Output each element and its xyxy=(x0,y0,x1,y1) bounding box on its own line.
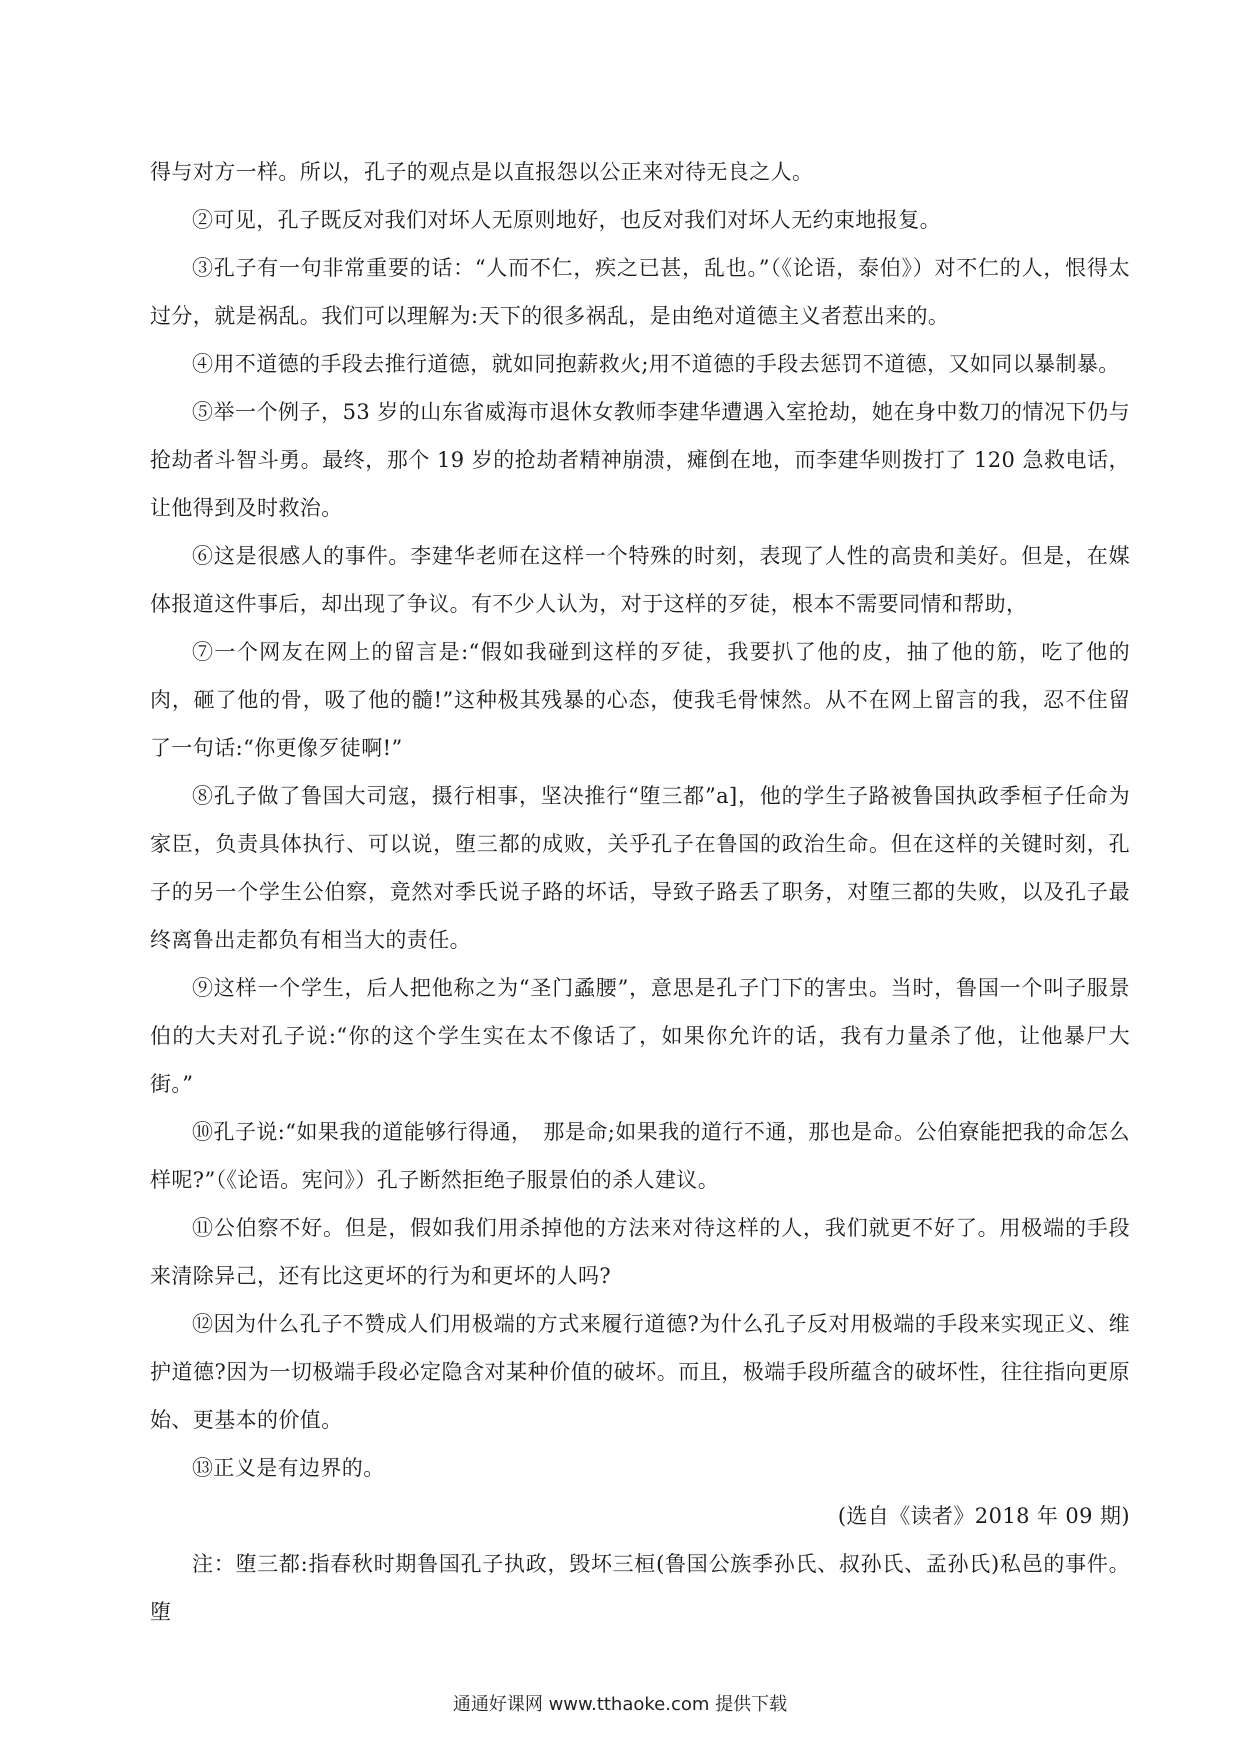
paragraph-9: ⑨这样一个学生，后人把他称之为“圣门蟊腰”，意思是孔子门下的害虫。当时，鲁国一个叫子服景伯的大夫对孔子说:“你的这个学生实在太不像话了，如果你允许的话，我有力量杀了他，让他暴尸大街。” xyxy=(150,976,1130,1096)
paragraph-5: ⑤举一个例子，53 岁的山东省威海市退休女教师李建华遭遇入室抢劫，她在身中数刀的情况下仍与抢劫者斗智斗勇。最终，那个 19 岁的抢劫者精神崩溃，瘫倒在地，而李建华则拨打了 120 急救电话，让他得到及时救治。 xyxy=(150,400,1130,520)
paragraph-4: ④用不道德的手段去推行道德，就如同抱薪救火;用不道德的手段去惩罚不道德，又如同以暴制暴。 xyxy=(192,352,1120,376)
paragraph-13: ⑬正义是有边界的。 xyxy=(192,1456,385,1480)
paragraph-continuation: 得与对方一样。所以，孔子的观点是以直报怨以公正来对待无良之人。 xyxy=(150,160,814,184)
footnote: 注：堕三都:指春秋时期鲁国孔子执政，毁坏三桓(鲁国公族季孙氏、叔孙氏、孟孙氏)私邑的事件。堕 xyxy=(150,1552,1130,1624)
paragraph-10: ⑩孔子说:“如果我的道能够行得通， 那是命;如果我的道行不通，那也是命。公伯寮能把我的命怎么样呢?”（《论语。宪问》）孔子断然拒绝子服景伯的杀人建议。 xyxy=(150,1120,1130,1192)
paragraph-11: ⑪公伯察不好。但是，假如我们用杀掉他的方法来对待这样的人，我们就更不好了。用极端的手段来清除异己，还有比这更坏的行为和更坏的人吗? xyxy=(150,1216,1130,1288)
source-citation: (选自《读者》2018 年 09 期) xyxy=(837,1504,1130,1528)
page-footer: 通通好课网 www.tthaoke.com 提供下载 xyxy=(452,1694,788,1715)
paragraph-6: ⑥这是很感人的事件。李建华老师在这样一个特殊的时刻，表现了人性的高贵和美好。但是，在媒体报道这件事后，却出现了争议。有不少人认为，对于这样的歹徒，根本不需要同情和帮助， xyxy=(150,544,1130,616)
document-body xyxy=(150,148,1130,1636)
paragraph-3: ③孔子有一句非常重要的话：“人而不仁，疾之已甚，乱也。”（《论语，泰伯》）对不仁的人，恨得太过分，就是祸乱。我们可以理解为:天下的很多祸乱，是由绝对道德主义者惹出来的。 xyxy=(150,256,1130,328)
paragraph-2: ②可见，孔子既反对我们对坏人无原则地好，也反对我们对坏人无约束地报复。 xyxy=(192,208,941,232)
paragraph-12: ⑫因为什么孔子不赞成人们用极端的方式来履行道德?为什么孔子反对用极端的手段来实现正义、维护道德?因为一切极端手段必定隐含对某种价值的破坏。而且，极端手段所蕴含的破坏性，往往指向更原始、更基本的价值。 xyxy=(150,1312,1130,1432)
paragraph-7: ⑦一个网友在网上的留言是:“假如我碰到这样的歹徒，我要扒了他的皮，抽了他的筋，吃了他的肉，砸了他的骨，吸了他的髓!”这种极其残暴的心态，使我毛骨悚然。从不在网上留言的我，忍不住留了一句话:“你更像歹徒啊!” xyxy=(150,640,1130,760)
paragraph-8: ⑧孔子做了鲁国大司寇，摄行相事，坚决推行“堕三都”a]，他的学生子路被鲁国执政季桓子任命为家臣，负责具体执行、可以说，堕三都的成败，关乎孔子在鲁国的政治生命。但在这样的关键时刻，孔子的另一个学生公伯察，竟然对季氏说子路的坏话，导致子路丢了职务，对堕三都的失败，以及孔子最终离鲁出走都负有相当大的责任。 xyxy=(150,784,1130,952)
